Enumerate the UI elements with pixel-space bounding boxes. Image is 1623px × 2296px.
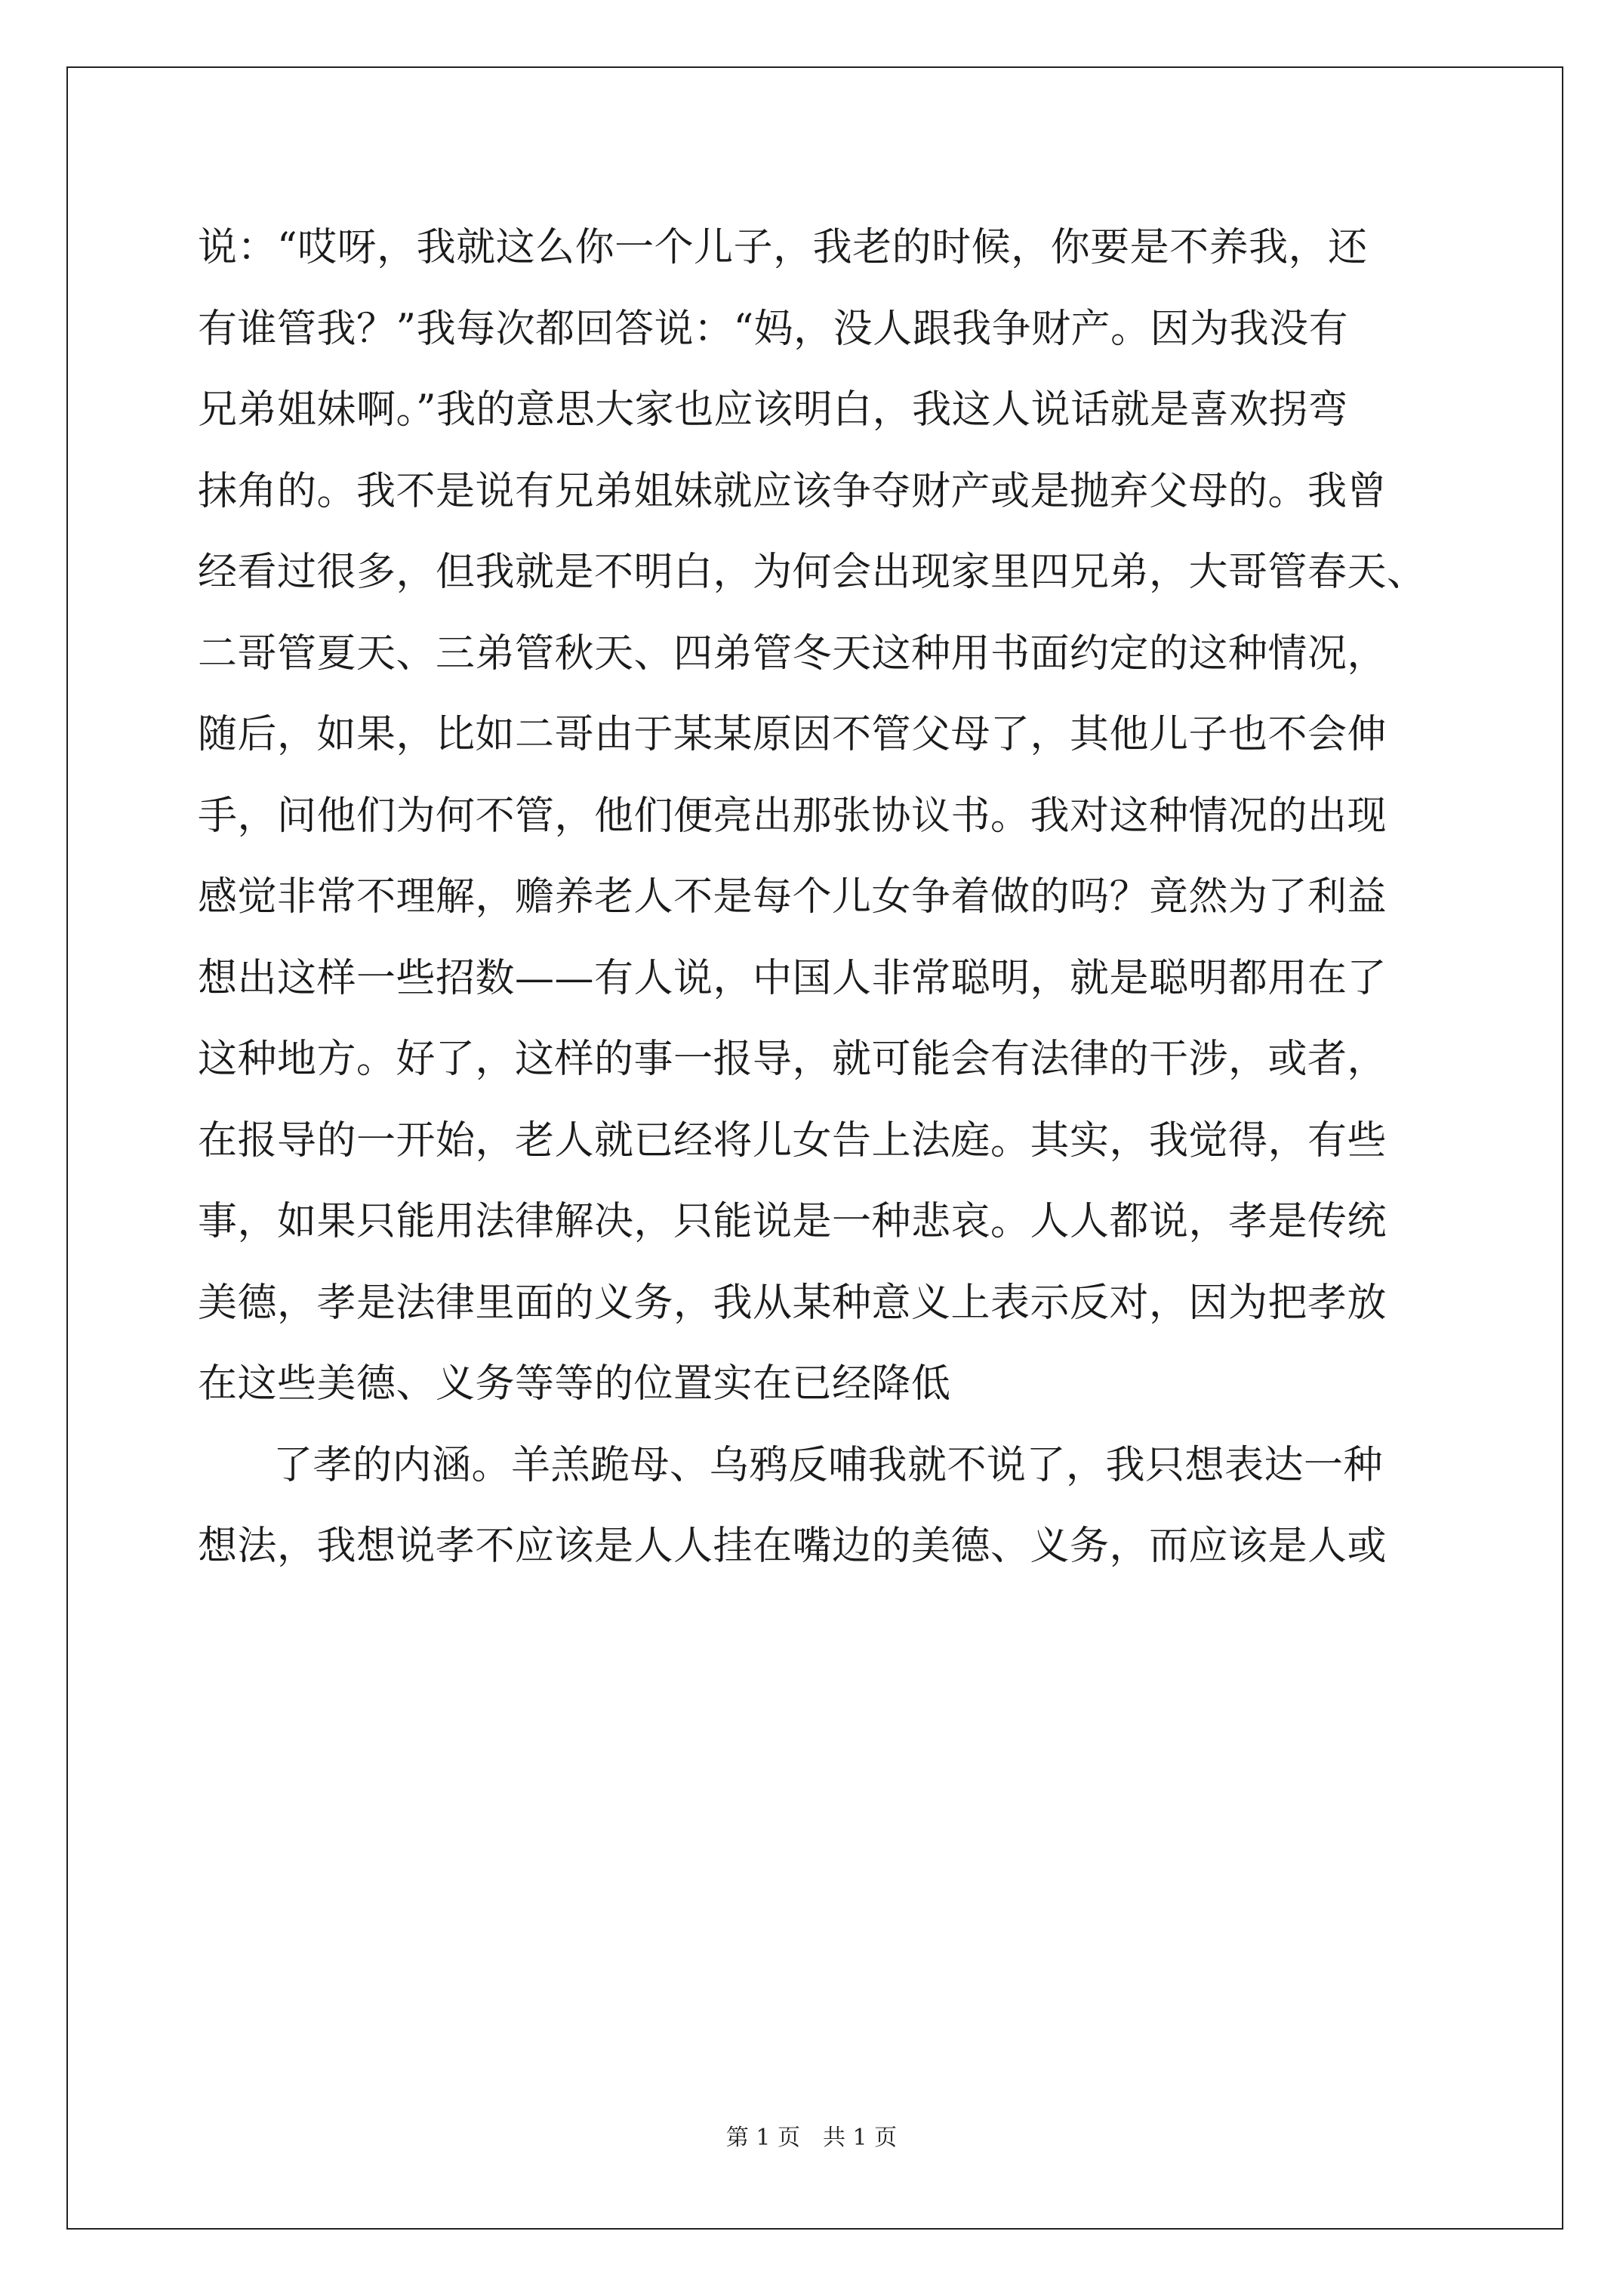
text-line: 随后，如果，比如二哥由于某某原因不管父母了，其他儿子也不会伸	[198, 712, 1387, 757]
text-line: 二哥管夏天、三弟管秋天、四弟管冬天这种用书面约定的这种情况，	[198, 630, 1387, 676]
text-line: 想出这样一些招数——有人说，中国人非常聪明，就是聪明都用在了	[198, 955, 1387, 1001]
text-line: 说：“哎呀，我就这么你一个儿子，我老的时候，你要是不养我，还	[198, 225, 1368, 270]
page-footer: 第 1 页 共 1 页	[725, 2125, 898, 2151]
text-line: 事，如果只能用法律解决，只能说是一种悲哀。人人都说，孝是传统	[198, 1199, 1387, 1244]
document-body	[198, 208, 1436, 1588]
text-line: 抹角的。我不是说有兄弟姐妹就应该争夺财产或是抛弃父母的。我曾	[198, 468, 1387, 514]
text-line: 经看过很多，但我就是不明白，为何会出现家里四兄弟，大哥管春天、	[198, 550, 1427, 595]
text-line: 有谁管我？”我每次都回答说：“妈，没人跟我争财产。因为我没有	[198, 306, 1349, 352]
text-line: 这种地方。好了，这样的事一报导，就可能会有法律的干涉，或者，	[198, 1037, 1387, 1082]
text-line: 在这些美德、义务等等的位置实在已经降低	[198, 1361, 951, 1407]
text-line: 感觉非常不理解，赡养老人不是每个儿女争着做的吗？竟然为了利益	[198, 874, 1387, 920]
text-line: 兄弟姐妹啊。”我的意思大家也应该明白，我这人说话就是喜欢拐弯	[198, 387, 1348, 433]
text-line: 手，问他们为何不管，他们便亮出那张协议书。我对这种情况的出现	[198, 793, 1387, 839]
text-line: 在报导的一开始，老人就已经将儿女告上法庭。其实，我觉得，有些	[198, 1117, 1387, 1163]
text-line: 美德，孝是法律里面的义务，我从某种意义上表示反对，因为把孝放	[198, 1280, 1387, 1326]
paragraph-first-line: 了孝的内涵。羊羔跪母、乌鸦反哺我就不说了，我只想表达一种	[273, 1442, 1384, 1488]
text-line: 想法，我想说孝不应该是人人挂在嘴边的美德、义务，而应该是人或	[198, 1524, 1387, 1569]
